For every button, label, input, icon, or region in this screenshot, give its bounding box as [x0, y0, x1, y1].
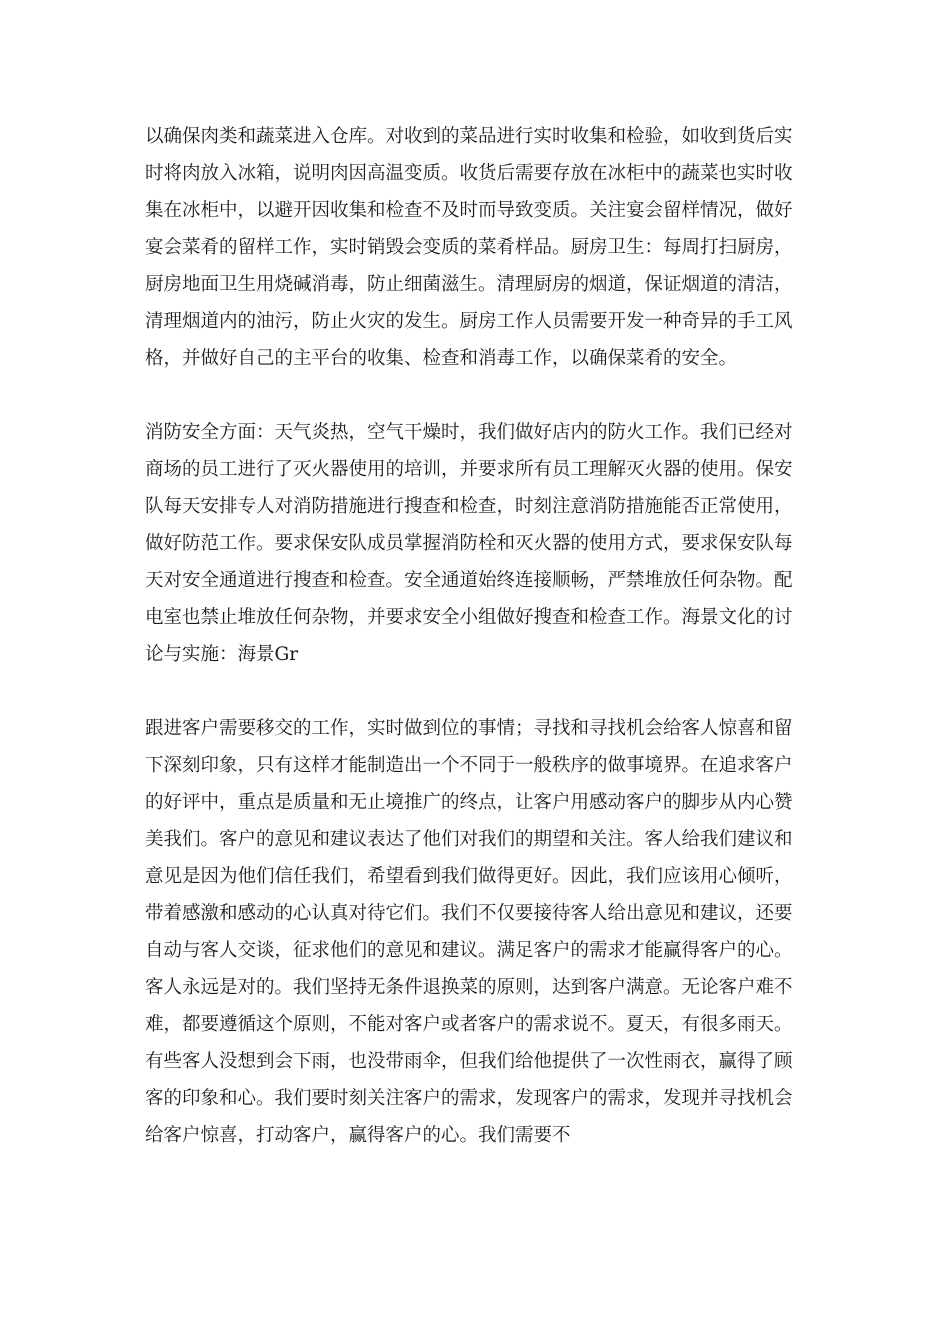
document-body — [145, 118, 805, 1154]
paragraph-fire-safety: 消防安全方面：天气炎热，空气干燥时，我们做好店内的防火工作。我们已经对商场的员工进行了灭火器使用的培训，并要求所有员工理解灭火器的使用。保安队每天安排专人对消防措施进行搜查和检查，时刻注意消防措施能否正常使用，做好防范工作。要求保安队成员掌握消防栓和灭火器的使用方式，要求保安队每天对安全通道进行搜查和检查。安全通道始终连接顺畅，严禁堆放任何杂物。配电室也禁止堆放任何杂物，并要求安全小组做好搜查和检查工作。海景文化的讨论与实施：海景Gr — [145, 422, 793, 665]
paragraph-kitchen-hygiene: 以确保肉类和蔬菜进入仓库。对收到的菜品进行实时收集和检验，如收到货后实时将肉放入冰箱，说明肉因高温变质。收货后需要存放在冰柜中的蔬菜也实时收集在冰柜中，以避开因收集和检查不及时而导致变质。关注宴会留样情况，做好宴会菜肴的留样工作，实时销毁会变质的菜肴样品。厨房卫生：每周打扫厨房，厨房地面卫生用烧碱消毒，防止细菌滋生。清理厨房的烟道，保证烟道的清洁，清理烟道内的油污，防止火灾的发生。厨房工作人员需要开发一种奇异的手工风格，并做好自己的主平台的收集、检查和消毒工作，以确保菜肴的安全。 — [145, 126, 793, 369]
paragraph-customer-service: 跟进客户需要移交的工作，实时做到位的事情；寻找和寻找机会给客人惊喜和留下深刻印象，只有这样才能制造出一个不同于一般秩序的做事境界。在追求客户的好评中，重点是质量和无止境推广的终点，让客户用感动客户的脚步从内心赞美我们。客户的意见和建议表达了他们对我们的期望和关注。客人给我们建议和意见是因为他们信任我们，希望看到我们做得更好。因此，我们应该用心倾听，带着感激和感动的心认真对待它们。我们不仅要接待客人给出意见和建议，还要自动与客人交谈，征求他们的意见和建议。满足客户的需求才能赢得客户的心。客人永远是对的。我们坚持无条件退换菜的原则，达到客户满意。无论客户难不难，都要遵循这个原则，不能对客户或者客户的需求说不。夏天，有很多雨天。有些客人没想到会下雨，也没带雨伞，但我们给他提供了一次性雨衣，赢得了顾客的印象和心。我们要时刻关注客户的需求，发现客户的需求，发现并寻找机会给客户惊喜，打动客户，赢得客户的心。我们需要不 — [145, 718, 793, 1146]
